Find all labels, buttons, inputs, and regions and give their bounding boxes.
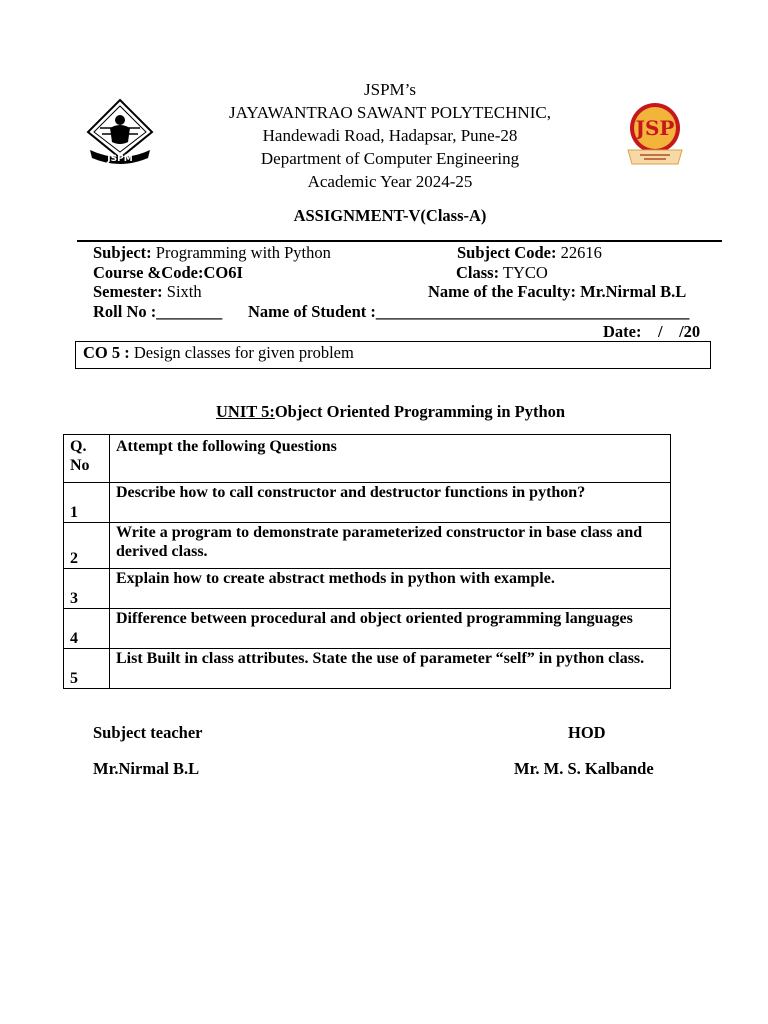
class-label: Class: <box>456 263 500 282</box>
institute-name: JAYAWANTRAO SAWANT POLYTECHNIC, <box>229 103 551 122</box>
course-outcome-box <box>75 341 711 369</box>
questions-table <box>63 434 671 689</box>
subject-label: Subject: <box>93 243 152 262</box>
course-code: Course &Code:CO6I <box>93 263 243 282</box>
faculty-name: Name of the Faculty: Mr.Nirmal B.L <box>428 282 687 301</box>
co-value: Design classes for given problem <box>133 343 354 362</box>
jspm-logo-text: JSPM <box>107 154 133 164</box>
table-header-row <box>64 435 671 483</box>
date-field: Date: / /20 <box>603 322 701 341</box>
hod-label: HOD <box>568 723 606 742</box>
question-text: Difference between procedural and object oriented programming languages <box>110 609 671 649</box>
semester-label: Semester: <box>93 282 163 301</box>
subject-field <box>93 243 331 262</box>
unit-label: UNIT 5: <box>216 402 275 421</box>
question-number: 2 <box>64 523 110 569</box>
subject-value: Programming with Python <box>155 243 331 262</box>
subject-code-field <box>457 243 602 262</box>
question-number: 1 <box>64 483 110 523</box>
header-qno: Q. No <box>64 435 110 483</box>
question-text: Write a program to demonstrate parameterized constructor in base class and derived class. <box>110 523 671 569</box>
subject-teacher-name: Mr.Nirmal B.L <box>93 759 200 778</box>
hod-name: Mr. M. S. Kalbande <box>514 759 654 778</box>
course-outcome <box>83 343 354 362</box>
institute-line-1: JSPM’s <box>364 80 416 99</box>
unit-heading <box>216 402 565 422</box>
unit-title: Object Oriented Programming in Python <box>274 402 566 421</box>
class-field <box>456 263 548 282</box>
question-number: 4 <box>64 609 110 649</box>
student-name-field: Name of Student :______________________________________ <box>248 302 690 321</box>
header-divider <box>77 240 722 242</box>
department-name: Department of Computer Engineering <box>260 149 520 168</box>
table-row <box>64 649 671 689</box>
semester-value: Sixth <box>166 282 202 301</box>
question-number: 5 <box>64 649 110 689</box>
academic-year: Academic Year 2024-25 <box>307 172 473 191</box>
institute-address: Handewadi Road, Hadapsar, Pune-28 <box>262 126 518 145</box>
subject-code-value: 22616 <box>560 243 602 262</box>
class-value: TYCO <box>502 263 548 282</box>
question-text: List Built in class attributes. State the use of parameter “self” in python class. <box>110 649 671 689</box>
header-questions: Attempt the following Questions <box>110 435 671 483</box>
question-number: 3 <box>64 569 110 609</box>
table-row <box>64 483 671 523</box>
subject-teacher-label: Subject teacher <box>93 723 203 742</box>
question-text: Explain how to create abstract methods in python with example. <box>110 569 671 609</box>
subject-code-label: Subject Code: <box>457 243 557 262</box>
semester-field <box>93 282 202 301</box>
question-text: Describe how to call constructor and destructor functions in python? <box>110 483 671 523</box>
table-row <box>64 523 671 569</box>
co-label: CO 5 : <box>83 343 130 362</box>
assignment-title: ASSIGNMENT-V(Class-A) <box>293 206 487 225</box>
table-row <box>64 609 671 649</box>
roll-no-field: Roll No :________ <box>93 302 223 321</box>
table-row <box>64 569 671 609</box>
jsp-logo-text: JSP <box>635 116 675 140</box>
